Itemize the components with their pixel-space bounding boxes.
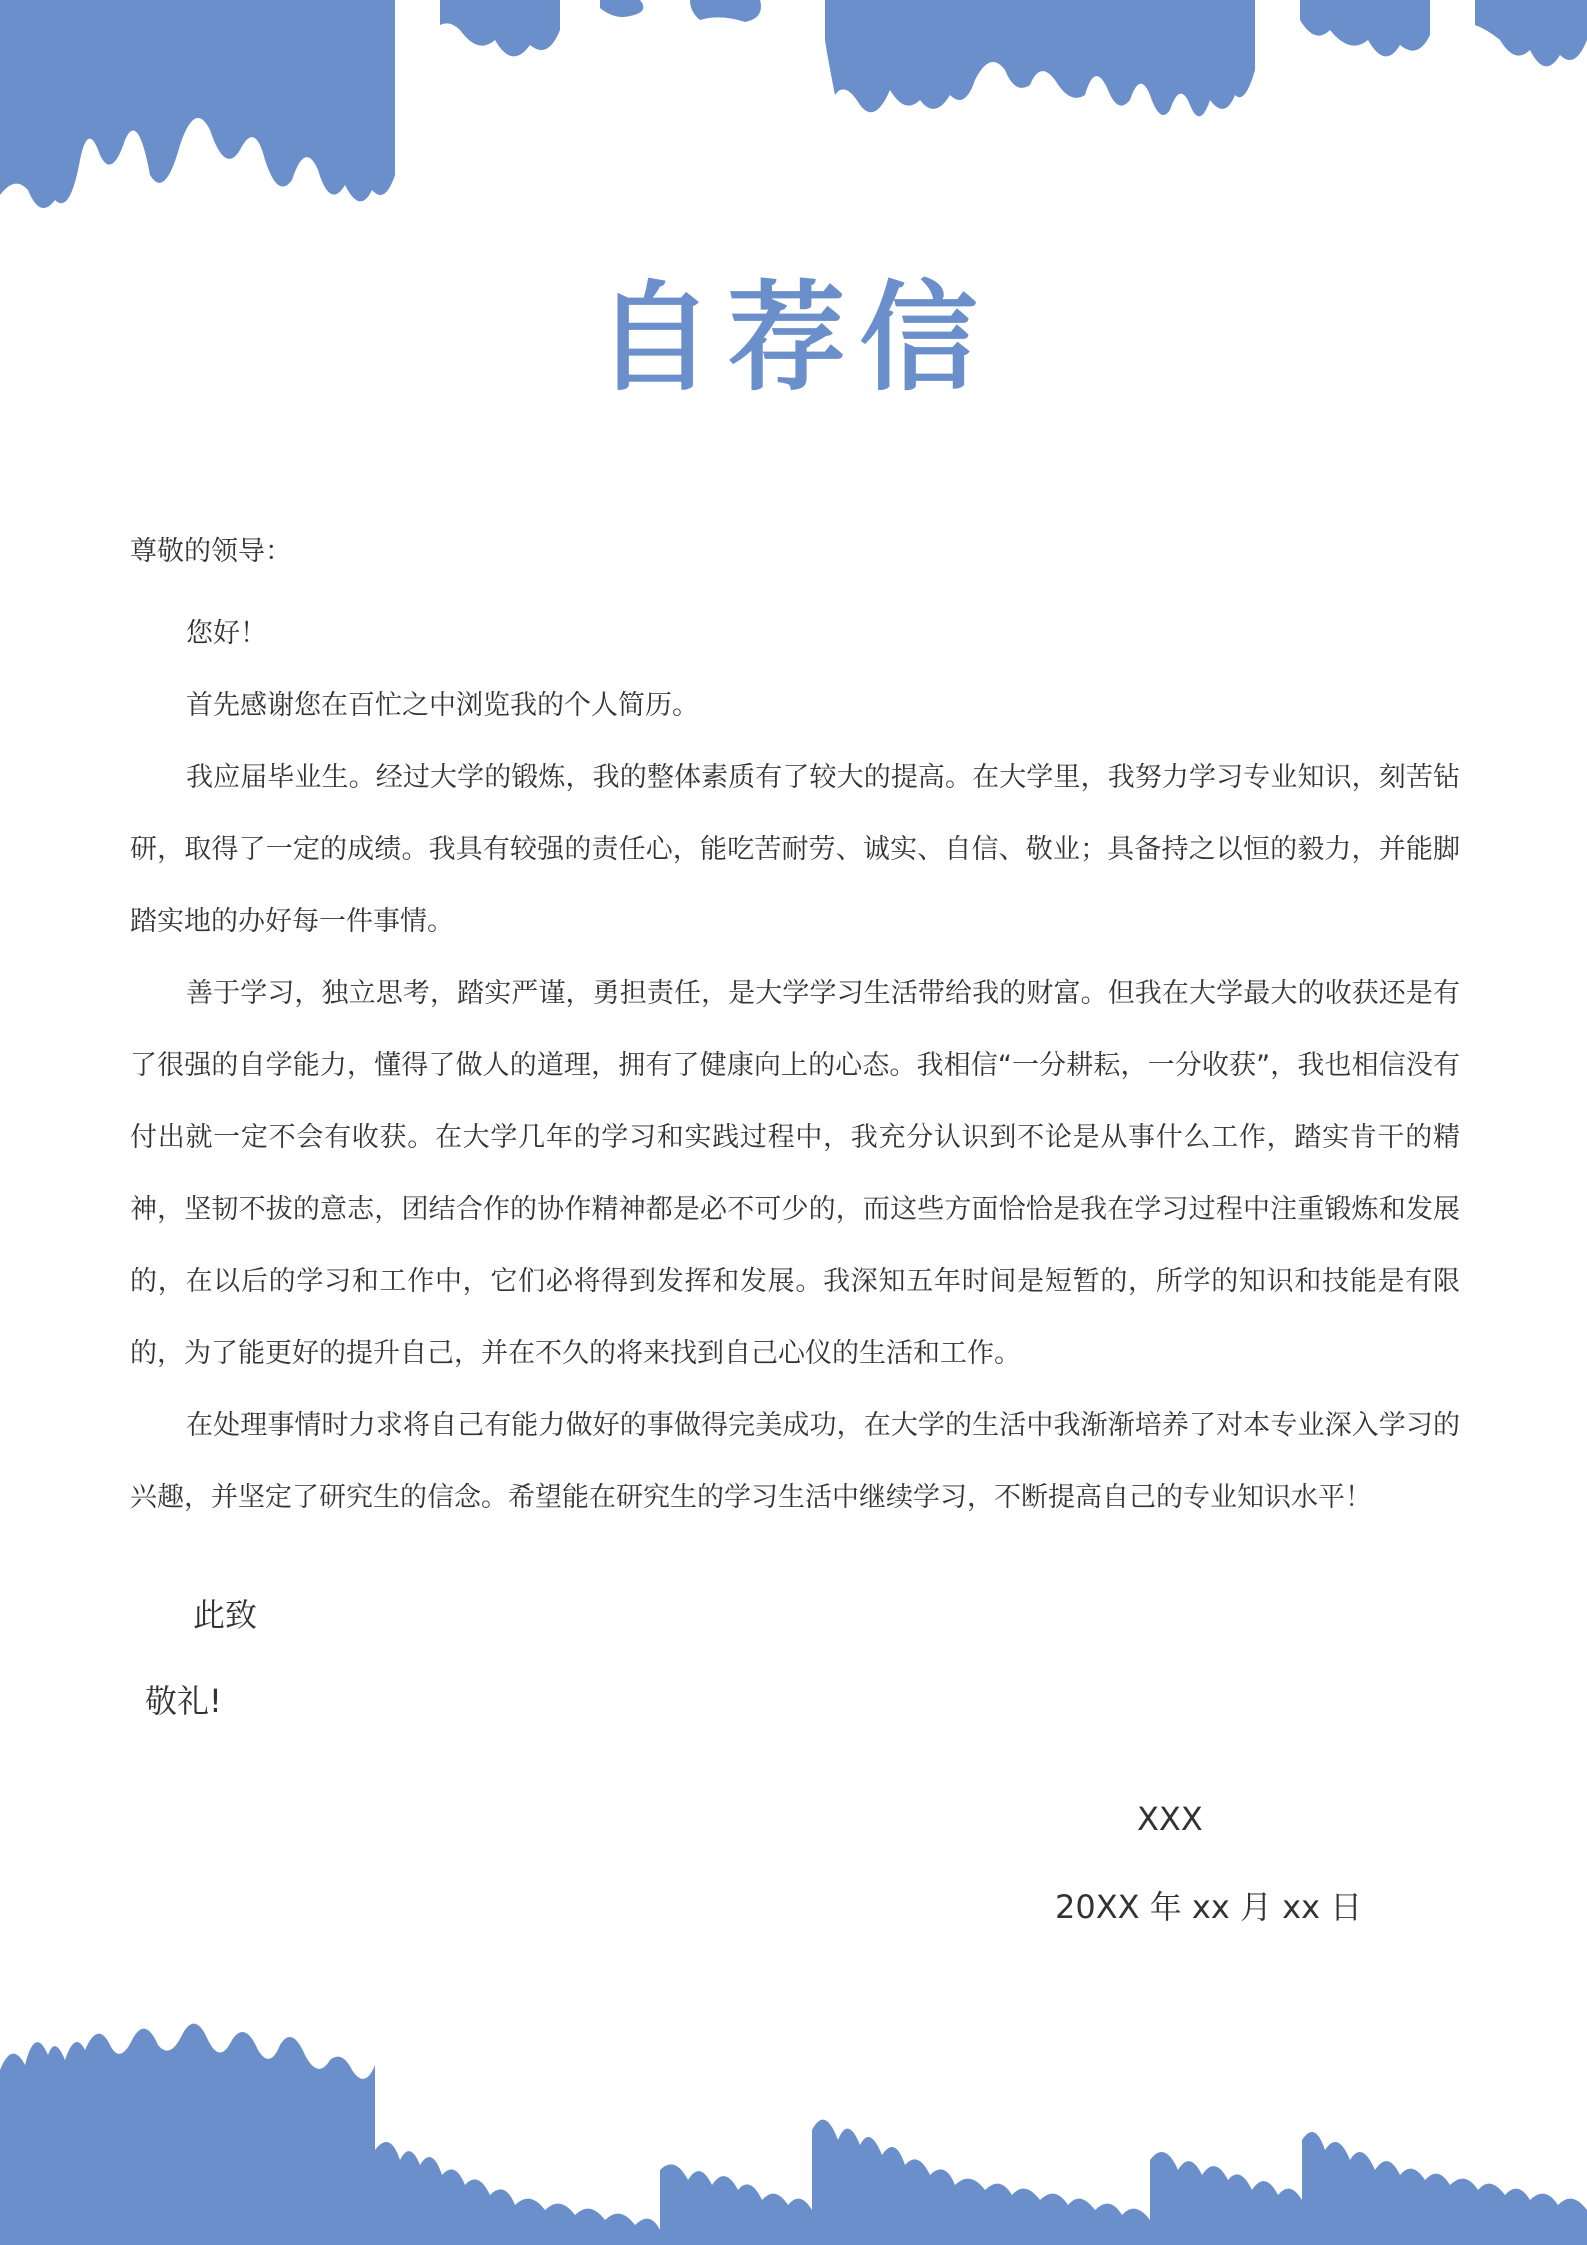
body-paragraph-1: 我应届毕业生。经过大学的锻炼，我的整体素质有了较大的提高。在大学里，我努力学习专业知识，刻苦钻研，取得了一定的成绩。我具有较强的责任心，能吃苦耐劳、诚实、自信、敬业；具备持之以恒的毅力，并能脚踏实地的办好每一件事情。 bbox=[130, 762, 1460, 937]
greeting-paragraph: 您好！ bbox=[186, 618, 267, 649]
brush-border-top bbox=[0, 0, 1587, 225]
closing-jingli: 敬礼! bbox=[145, 1682, 222, 1720]
letter-body bbox=[130, 528, 1460, 1534]
brush-border-bottom bbox=[0, 2010, 1587, 2245]
signature-date: 20XX 年 xx 月 xx 日 bbox=[1055, 1888, 1363, 1926]
salutation: 尊敬的领导： bbox=[130, 536, 292, 567]
signature-name: XXX bbox=[1137, 1800, 1203, 1838]
closing-ci: 此致 bbox=[193, 1596, 258, 1634]
body-paragraph-3: 在处理事情时力求将自己有能力做好的事做得完美成功，在大学的生活中我渐渐培养了对本专业深入学习的兴趣，并坚定了研究生的信念。希望能在研究生的学习生活中继续学习，不断提高自己的专业知识水平！ bbox=[130, 1410, 1460, 1513]
body-paragraph-2: 善于学习，独立思考，踏实严谨，勇担责任，是大学学习生活带给我的财富。但我在大学最大的收获还是有了很强的自学能力，懂得了做人的道理，拥有了健康向上的心态。我相信“一分耕耘，一分收获”，我也相信没有付出就一定不会有收获。在大学几年的学习和实践过程中，我充分认识到不论是从事什么工作，踏实肯干的精神，坚韧不拔的意志，团结合作的协作精神都是必不可少的，而这些方面恰恰是我在学习过程中注重锻炼和发展的，在以后的学习和工作中，它们必将得到发挥和发展。我深知五年时间是短暂的，所学的知识和技能是有限的，为了能更好的提升自己，并在不久的将来找到自己心仪的生活和工作。 bbox=[130, 978, 1460, 1369]
thanks-paragraph: 首先感谢您在百忙之中浏览我的个人简历。 bbox=[186, 690, 699, 721]
letter-title: 自荐信 bbox=[595, 269, 992, 407]
